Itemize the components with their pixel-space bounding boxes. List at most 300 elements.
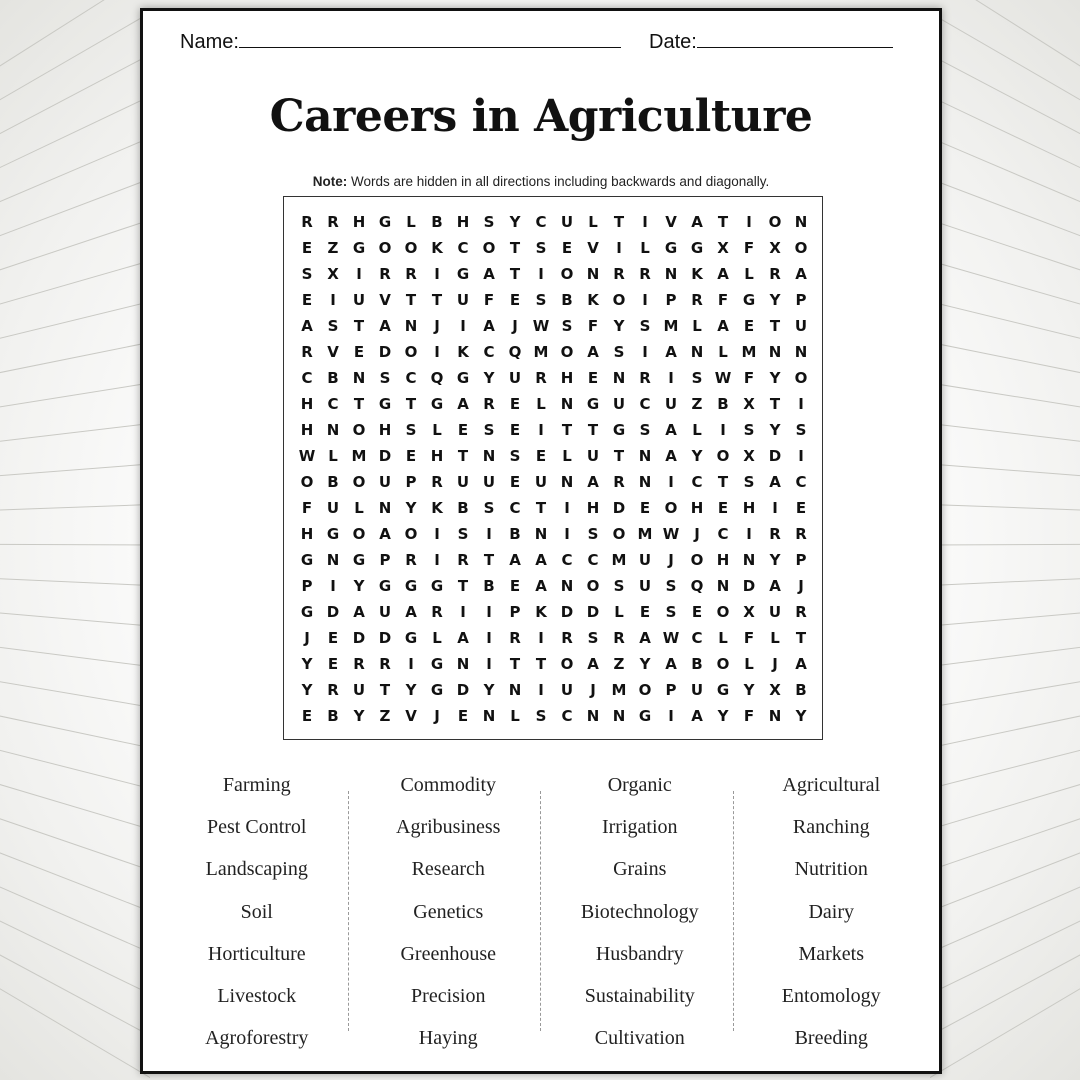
grid-letter[interactable]: D bbox=[456, 681, 470, 699]
grid-letter[interactable]: T bbox=[561, 421, 573, 439]
grid-letter[interactable]: I bbox=[642, 213, 648, 231]
grid-letter[interactable]: N bbox=[456, 655, 470, 673]
grid-letter[interactable]: N bbox=[612, 369, 626, 387]
grid-letter[interactable]: R bbox=[431, 473, 443, 491]
grid-letter[interactable]: L bbox=[614, 603, 624, 621]
grid-letter[interactable]: T bbox=[587, 421, 599, 439]
grid-letter[interactable]: H bbox=[378, 421, 392, 439]
grid-letter[interactable]: E bbox=[457, 707, 469, 725]
grid-letter[interactable]: N bbox=[326, 421, 340, 439]
grid-letter[interactable]: O bbox=[586, 577, 600, 595]
grid-letter[interactable]: N bbox=[508, 681, 522, 699]
grid-letter[interactable]: S bbox=[613, 343, 625, 361]
grid-letter[interactable]: C bbox=[691, 473, 703, 491]
grid-letter[interactable]: D bbox=[378, 343, 392, 361]
grid-letter[interactable]: G bbox=[300, 603, 314, 621]
grid-letter[interactable]: R bbox=[509, 629, 521, 647]
grid-letter[interactable]: N bbox=[378, 499, 392, 517]
grid-letter[interactable]: E bbox=[561, 239, 573, 257]
date-line[interactable] bbox=[697, 29, 893, 48]
grid-letter[interactable]: N bbox=[534, 525, 548, 543]
grid-letter[interactable]: I bbox=[798, 395, 804, 413]
grid-letter[interactable]: S bbox=[665, 577, 677, 595]
grid-letter[interactable]: C bbox=[301, 369, 313, 387]
grid-letter[interactable]: I bbox=[486, 603, 492, 621]
grid-letter[interactable]: M bbox=[611, 551, 627, 569]
grid-letter[interactable]: T bbox=[509, 655, 521, 673]
grid-letter[interactable]: R bbox=[795, 603, 807, 621]
grid-letter[interactable]: I bbox=[434, 343, 440, 361]
grid-letter[interactable]: L bbox=[588, 213, 598, 231]
grid-letter[interactable]: U bbox=[352, 681, 366, 699]
grid-letter[interactable]: F bbox=[743, 707, 755, 725]
grid-letter[interactable]: U bbox=[326, 499, 340, 517]
grid-letter[interactable]: G bbox=[352, 551, 366, 569]
grid-letter[interactable]: M bbox=[351, 447, 367, 465]
grid-letter[interactable]: H bbox=[352, 213, 366, 231]
grid-letter[interactable]: H bbox=[456, 213, 470, 231]
grid-letter[interactable]: Z bbox=[613, 655, 625, 673]
grid-letter[interactable]: F bbox=[743, 629, 755, 647]
grid-letter[interactable]: U bbox=[378, 473, 392, 491]
grid-letter[interactable]: B bbox=[327, 707, 339, 725]
grid-letter[interactable]: A bbox=[665, 421, 677, 439]
grid-letter[interactable]: B bbox=[795, 681, 807, 699]
grid-letter[interactable]: A bbox=[795, 265, 807, 283]
grid-letter[interactable]: E bbox=[535, 447, 547, 465]
grid-letter[interactable]: N bbox=[794, 213, 808, 231]
grid-letter[interactable]: N bbox=[352, 369, 366, 387]
grid-letter[interactable]: L bbox=[536, 395, 546, 413]
grid-letter[interactable]: K bbox=[587, 291, 599, 309]
grid-letter[interactable]: O bbox=[716, 603, 730, 621]
grid-letter[interactable]: A bbox=[405, 603, 417, 621]
grid-letter[interactable]: N bbox=[560, 395, 574, 413]
grid-letter[interactable]: O bbox=[404, 525, 418, 543]
grid-letter[interactable]: T bbox=[613, 213, 625, 231]
grid-letter[interactable]: R bbox=[613, 629, 625, 647]
grid-letter[interactable]: X bbox=[743, 395, 755, 413]
grid-letter[interactable]: F bbox=[717, 291, 729, 309]
grid-letter[interactable]: E bbox=[327, 629, 339, 647]
grid-letter[interactable]: X bbox=[717, 239, 729, 257]
grid-letter[interactable]: A bbox=[509, 551, 521, 569]
grid-letter[interactable]: N bbox=[586, 265, 600, 283]
grid-letter[interactable]: Y bbox=[353, 577, 365, 595]
grid-letter[interactable]: I bbox=[538, 265, 544, 283]
grid-letter[interactable]: Y bbox=[483, 681, 495, 699]
grid-letter[interactable]: U bbox=[560, 213, 574, 231]
grid-letter[interactable]: C bbox=[691, 629, 703, 647]
grid-letter[interactable]: N bbox=[638, 473, 652, 491]
grid-letter[interactable]: H bbox=[300, 421, 314, 439]
grid-letter[interactable]: R bbox=[431, 603, 443, 621]
grid-letter[interactable]: P bbox=[795, 551, 807, 569]
grid-letter[interactable]: J bbox=[590, 681, 596, 699]
grid-letter[interactable]: E bbox=[509, 421, 521, 439]
grid-letter[interactable]: E bbox=[639, 603, 651, 621]
grid-letter[interactable]: B bbox=[691, 655, 703, 673]
grid-letter[interactable]: U bbox=[508, 369, 522, 387]
grid-letter[interactable]: N bbox=[612, 707, 626, 725]
grid-letter[interactable]: I bbox=[746, 213, 752, 231]
grid-letter[interactable]: A bbox=[457, 395, 469, 413]
grid-letter[interactable]: T bbox=[717, 473, 729, 491]
grid-letter[interactable]: S bbox=[327, 317, 339, 335]
grid-letter[interactable]: P bbox=[379, 551, 391, 569]
grid-letter[interactable]: K bbox=[431, 499, 443, 517]
grid-letter[interactable]: X bbox=[743, 447, 755, 465]
grid-letter[interactable]: Y bbox=[639, 655, 651, 673]
grid-letter[interactable]: V bbox=[665, 213, 677, 231]
grid-letter[interactable]: R bbox=[457, 551, 469, 569]
grid-letter[interactable]: E bbox=[301, 707, 313, 725]
grid-letter[interactable]: A bbox=[535, 551, 547, 569]
grid-letter[interactable]: T bbox=[483, 551, 495, 569]
grid-letter[interactable]: R bbox=[639, 369, 651, 387]
grid-letter[interactable]: T bbox=[353, 395, 365, 413]
grid-letter[interactable]: D bbox=[742, 577, 756, 595]
grid-letter[interactable]: U bbox=[638, 577, 652, 595]
grid-letter[interactable]: C bbox=[795, 473, 807, 491]
grid-letter[interactable]: Y bbox=[743, 681, 755, 699]
grid-letter[interactable]: Q bbox=[690, 577, 704, 595]
grid-letter[interactable]: O bbox=[352, 473, 366, 491]
grid-letter[interactable]: O bbox=[716, 655, 730, 673]
grid-letter[interactable]: E bbox=[743, 317, 755, 335]
grid-letter[interactable]: P bbox=[795, 291, 807, 309]
grid-letter[interactable]: I bbox=[564, 499, 570, 517]
grid-letter[interactable]: L bbox=[328, 447, 338, 465]
grid-letter[interactable]: Z bbox=[691, 395, 703, 413]
grid-letter[interactable]: A bbox=[587, 473, 599, 491]
grid-letter[interactable]: R bbox=[613, 265, 625, 283]
grid-letter[interactable]: C bbox=[405, 369, 417, 387]
grid-letter[interactable]: N bbox=[794, 343, 808, 361]
grid-letter[interactable]: I bbox=[538, 421, 544, 439]
grid-letter[interactable]: H bbox=[586, 499, 600, 517]
grid-letter[interactable]: B bbox=[327, 369, 339, 387]
grid-letter[interactable]: I bbox=[408, 655, 414, 673]
grid-letter[interactable]: L bbox=[406, 213, 416, 231]
grid-letter[interactable]: R bbox=[405, 265, 417, 283]
grid-letter[interactable]: C bbox=[639, 395, 651, 413]
grid-letter[interactable]: L bbox=[510, 707, 520, 725]
grid-letter[interactable]: A bbox=[535, 577, 547, 595]
grid-letter[interactable]: G bbox=[326, 525, 340, 543]
grid-letter[interactable]: A bbox=[587, 343, 599, 361]
grid-letter[interactable]: B bbox=[431, 213, 443, 231]
grid-letter[interactable]: S bbox=[509, 447, 521, 465]
grid-letter[interactable]: U bbox=[456, 291, 470, 309]
grid-letter[interactable]: O bbox=[300, 473, 314, 491]
grid-letter[interactable]: Y bbox=[353, 707, 365, 725]
grid-letter[interactable]: F bbox=[743, 369, 755, 387]
grid-letter[interactable]: A bbox=[717, 265, 729, 283]
grid-letter[interactable]: S bbox=[483, 421, 495, 439]
grid-letter[interactable]: R bbox=[379, 265, 391, 283]
grid-letter[interactable]: W bbox=[662, 525, 680, 543]
grid-letter[interactable]: B bbox=[327, 473, 339, 491]
grid-letter[interactable]: L bbox=[562, 447, 572, 465]
grid-letter[interactable]: O bbox=[716, 447, 730, 465]
grid-letter[interactable]: Y bbox=[613, 317, 625, 335]
grid-letter[interactable]: S bbox=[665, 603, 677, 621]
grid-letter[interactable]: N bbox=[638, 447, 652, 465]
grid-letter[interactable]: D bbox=[586, 603, 600, 621]
grid-letter[interactable]: I bbox=[538, 681, 544, 699]
grid-letter[interactable]: U bbox=[612, 395, 626, 413]
grid-letter[interactable]: A bbox=[457, 629, 469, 647]
grid-letter[interactable]: E bbox=[509, 395, 521, 413]
grid-letter[interactable]: O bbox=[352, 525, 366, 543]
grid-letter[interactable]: R bbox=[301, 213, 313, 231]
grid-letter[interactable]: O bbox=[404, 239, 418, 257]
grid-letter[interactable]: C bbox=[535, 213, 547, 231]
grid-letter[interactable]: I bbox=[772, 499, 778, 517]
grid-letter[interactable]: Z bbox=[379, 707, 391, 725]
grid-letter[interactable]: T bbox=[405, 395, 417, 413]
grid-letter[interactable]: T bbox=[535, 499, 547, 517]
grid-letter[interactable]: X bbox=[769, 239, 781, 257]
grid-letter[interactable]: G bbox=[456, 369, 470, 387]
grid-letter[interactable]: I bbox=[668, 707, 674, 725]
grid-letter[interactable]: L bbox=[432, 421, 442, 439]
grid-letter[interactable]: H bbox=[690, 499, 704, 517]
grid-letter[interactable]: E bbox=[405, 447, 417, 465]
grid-letter[interactable]: A bbox=[665, 655, 677, 673]
grid-letter[interactable]: P bbox=[301, 577, 313, 595]
grid-letter[interactable]: S bbox=[483, 499, 495, 517]
grid-letter[interactable]: Y bbox=[769, 551, 781, 569]
grid-letter[interactable]: E bbox=[457, 421, 469, 439]
grid-letter[interactable]: I bbox=[668, 473, 674, 491]
grid-letter[interactable]: E bbox=[639, 499, 651, 517]
grid-letter[interactable]: Z bbox=[327, 239, 339, 257]
grid-letter[interactable]: T bbox=[717, 213, 729, 231]
grid-letter[interactable]: O bbox=[794, 239, 808, 257]
grid-letter[interactable]: M bbox=[637, 525, 653, 543]
grid-letter[interactable]: A bbox=[769, 473, 781, 491]
grid-letter[interactable]: V bbox=[587, 239, 599, 257]
grid-letter[interactable]: J bbox=[304, 629, 310, 647]
grid-letter[interactable]: Y bbox=[769, 369, 781, 387]
grid-letter[interactable]: A bbox=[353, 603, 365, 621]
grid-letter[interactable]: S bbox=[639, 421, 651, 439]
grid-letter[interactable]: E bbox=[795, 499, 807, 517]
grid-letter[interactable]: T bbox=[795, 629, 807, 647]
grid-letter[interactable]: O bbox=[352, 421, 366, 439]
grid-letter[interactable]: I bbox=[434, 551, 440, 569]
grid-letter[interactable]: N bbox=[560, 577, 574, 595]
grid-letter[interactable]: I bbox=[434, 525, 440, 543]
grid-letter[interactable]: H bbox=[300, 395, 314, 413]
grid-letter[interactable]: R bbox=[535, 369, 547, 387]
grid-letter[interactable]: N bbox=[482, 707, 496, 725]
grid-letter[interactable]: S bbox=[743, 473, 755, 491]
grid-letter[interactable]: H bbox=[560, 369, 574, 387]
grid-letter[interactable]: A bbox=[717, 317, 729, 335]
grid-letter[interactable]: Y bbox=[717, 707, 729, 725]
grid-letter[interactable]: T bbox=[535, 655, 547, 673]
grid-letter[interactable]: E bbox=[353, 343, 365, 361]
grid-letter[interactable]: L bbox=[744, 655, 754, 673]
grid-letter[interactable]: T bbox=[769, 317, 781, 335]
grid-letter[interactable]: H bbox=[716, 551, 730, 569]
grid-letter[interactable]: S bbox=[405, 421, 417, 439]
grid-letter[interactable]: I bbox=[460, 317, 466, 335]
grid-letter[interactable]: C bbox=[561, 707, 573, 725]
grid-letter[interactable]: G bbox=[742, 291, 756, 309]
grid-letter[interactable]: R bbox=[327, 213, 339, 231]
grid-letter[interactable]: A bbox=[769, 577, 781, 595]
grid-letter[interactable]: T bbox=[769, 395, 781, 413]
grid-letter[interactable]: H bbox=[742, 499, 756, 517]
grid-letter[interactable]: P bbox=[665, 291, 677, 309]
grid-letter[interactable]: O bbox=[404, 343, 418, 361]
grid-letter[interactable]: J bbox=[772, 655, 778, 673]
grid-letter[interactable]: G bbox=[430, 395, 444, 413]
grid-letter[interactable]: G bbox=[716, 681, 730, 699]
grid-letter[interactable]: A bbox=[795, 655, 807, 673]
grid-letter[interactable]: L bbox=[354, 499, 364, 517]
grid-letter[interactable]: Y bbox=[691, 447, 703, 465]
grid-letter[interactable]: K bbox=[535, 603, 547, 621]
grid-letter[interactable]: N bbox=[664, 265, 678, 283]
grid-letter[interactable]: N bbox=[690, 343, 704, 361]
grid-letter[interactable]: P bbox=[665, 681, 677, 699]
grid-letter[interactable]: I bbox=[642, 291, 648, 309]
grid-letter[interactable]: D bbox=[352, 629, 366, 647]
grid-letter[interactable]: I bbox=[798, 447, 804, 465]
grid-letter[interactable]: Y bbox=[405, 681, 417, 699]
grid-letter[interactable]: T bbox=[509, 239, 521, 257]
grid-letter[interactable]: C bbox=[587, 551, 599, 569]
grid-letter[interactable]: N bbox=[742, 551, 756, 569]
grid-letter[interactable]: L bbox=[640, 239, 650, 257]
grid-letter[interactable]: N bbox=[586, 707, 600, 725]
grid-letter[interactable]: Q bbox=[508, 343, 522, 361]
name-field[interactable] bbox=[180, 29, 621, 54]
grid-letter[interactable]: N bbox=[768, 343, 782, 361]
grid-letter[interactable]: D bbox=[612, 499, 626, 517]
grid-letter[interactable]: J bbox=[668, 551, 674, 569]
grid-letter[interactable]: M bbox=[663, 317, 679, 335]
grid-letter[interactable]: I bbox=[616, 239, 622, 257]
grid-letter[interactable]: G bbox=[690, 239, 704, 257]
grid-letter[interactable]: O bbox=[560, 343, 574, 361]
grid-letter[interactable]: E bbox=[509, 473, 521, 491]
grid-letter[interactable]: X bbox=[327, 265, 339, 283]
grid-letter[interactable]: I bbox=[668, 369, 674, 387]
grid-letter[interactable]: N bbox=[404, 317, 418, 335]
grid-letter[interactable]: C bbox=[327, 395, 339, 413]
grid-letter[interactable]: E bbox=[301, 239, 313, 257]
grid-letter[interactable]: S bbox=[613, 577, 625, 595]
grid-letter[interactable]: I bbox=[720, 421, 726, 439]
grid-letter[interactable]: I bbox=[642, 343, 648, 361]
grid-letter[interactable]: I bbox=[356, 265, 362, 283]
grid-letter[interactable]: D bbox=[326, 603, 340, 621]
grid-letter[interactable]: S bbox=[691, 369, 703, 387]
grid-letter[interactable]: C bbox=[561, 551, 573, 569]
grid-letter[interactable]: R bbox=[379, 655, 391, 673]
grid-letter[interactable]: R bbox=[769, 265, 781, 283]
grid-letter[interactable]: R bbox=[795, 525, 807, 543]
grid-letter[interactable]: D bbox=[768, 447, 782, 465]
grid-letter[interactable]: V bbox=[405, 707, 417, 725]
grid-letter[interactable]: G bbox=[430, 681, 444, 699]
grid-letter[interactable]: N bbox=[482, 447, 496, 465]
name-line[interactable] bbox=[239, 29, 621, 48]
grid-letter[interactable]: G bbox=[378, 213, 392, 231]
grid-letter[interactable]: I bbox=[486, 655, 492, 673]
grid-letter[interactable]: U bbox=[586, 447, 600, 465]
grid-letter[interactable]: H bbox=[430, 447, 444, 465]
grid-letter[interactable]: G bbox=[638, 707, 652, 725]
grid-letter[interactable]: E bbox=[509, 577, 521, 595]
grid-letter[interactable]: K bbox=[457, 343, 469, 361]
grid-letter[interactable]: N bbox=[560, 473, 574, 491]
grid-letter[interactable]: P bbox=[405, 473, 417, 491]
grid-letter[interactable]: J bbox=[434, 707, 440, 725]
grid-letter[interactable]: U bbox=[638, 551, 652, 569]
grid-letter[interactable]: A bbox=[379, 317, 391, 335]
grid-letter[interactable]: G bbox=[352, 239, 366, 257]
grid-letter[interactable]: H bbox=[300, 525, 314, 543]
grid-letter[interactable]: Y bbox=[301, 681, 313, 699]
grid-letter[interactable]: T bbox=[431, 291, 443, 309]
grid-letter[interactable]: W bbox=[714, 369, 732, 387]
grid-letter[interactable]: Y bbox=[509, 213, 521, 231]
grid-letter[interactable]: D bbox=[378, 629, 392, 647]
grid-letter[interactable]: O bbox=[560, 655, 574, 673]
grid-letter[interactable]: T bbox=[457, 577, 469, 595]
grid-letter[interactable]: R bbox=[613, 473, 625, 491]
grid-letter[interactable]: I bbox=[564, 525, 570, 543]
grid-letter[interactable]: E bbox=[691, 603, 703, 621]
grid-letter[interactable]: A bbox=[691, 707, 703, 725]
grid-letter[interactable]: O bbox=[664, 499, 678, 517]
grid-letter[interactable]: C bbox=[483, 343, 495, 361]
grid-letter[interactable]: U bbox=[378, 603, 392, 621]
grid-letter[interactable]: S bbox=[457, 525, 469, 543]
grid-letter[interactable]: C bbox=[457, 239, 469, 257]
grid-letter[interactable]: R bbox=[301, 343, 313, 361]
grid-letter[interactable]: U bbox=[690, 681, 704, 699]
grid-letter[interactable]: I bbox=[434, 265, 440, 283]
grid-letter[interactable]: U bbox=[560, 681, 574, 699]
grid-letter[interactable]: G bbox=[586, 395, 600, 413]
grid-letter[interactable]: R bbox=[639, 265, 651, 283]
grid-letter[interactable]: A bbox=[639, 629, 651, 647]
grid-letter[interactable]: G bbox=[300, 551, 314, 569]
grid-letter[interactable]: N bbox=[768, 707, 782, 725]
grid-letter[interactable]: P bbox=[509, 603, 521, 621]
grid-letter[interactable]: R bbox=[353, 655, 365, 673]
grid-letter[interactable]: O bbox=[768, 213, 782, 231]
grid-letter[interactable]: E bbox=[587, 369, 599, 387]
grid-letter[interactable]: N bbox=[326, 551, 340, 569]
grid-letter[interactable]: E bbox=[327, 655, 339, 673]
grid-letter[interactable]: Y bbox=[483, 369, 495, 387]
grid-letter[interactable]: L bbox=[770, 629, 780, 647]
grid-letter[interactable]: I bbox=[486, 525, 492, 543]
grid-letter[interactable]: R bbox=[327, 681, 339, 699]
grid-letter[interactable]: I bbox=[330, 291, 336, 309]
grid-letter[interactable]: T bbox=[405, 291, 417, 309]
grid-letter[interactable]: S bbox=[535, 291, 547, 309]
